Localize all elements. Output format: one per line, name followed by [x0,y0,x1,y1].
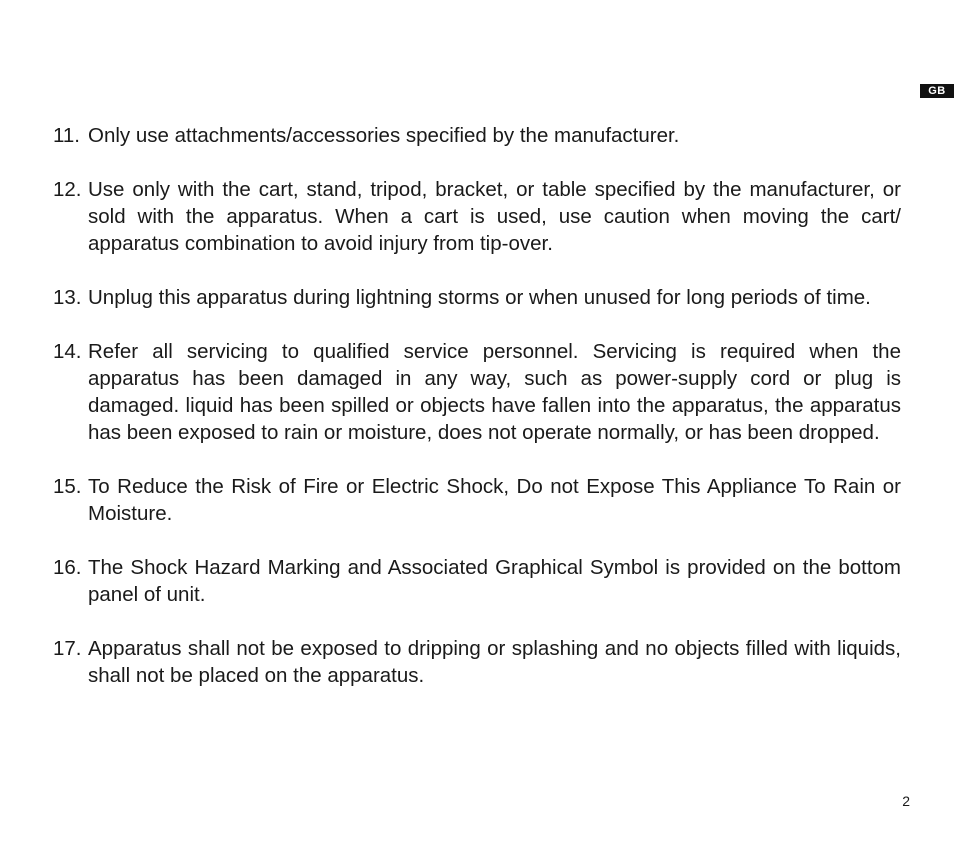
item-text: To Reduce the Risk of Fire or Electric Shock, Do not Expose This Appliance To Rain or Moisture. [88,475,901,525]
list-item [53,176,901,257]
item-text: Only use attachments/accessories specified by the manufacturer. [88,124,680,147]
list-item [53,554,901,608]
item-text: The Shock Hazard Marking and Associated Graphical Symbol is provided on the bottom panel of unit. [88,556,901,606]
language-badge: GB [920,84,954,98]
item-text: Use only with the cart, stand, tripod, bracket, or table specified by the manufacturer, or sold with the apparatus. When a cart is used, use caution when moving the cart/ apparatus combination to avoid injury from tip-over. [88,178,901,255]
item-number: 12. [53,178,82,201]
page-number: 2 [902,793,910,809]
item-number: 16. [53,556,82,579]
item-number: 17. [53,637,82,660]
item-text: Unplug this apparatus during lightning storms or when unused for long periods of time. [88,286,871,309]
list-item [53,122,901,149]
list-item [53,338,901,446]
item-number: 15. [53,475,82,498]
list-item [53,635,901,689]
list-item [53,473,901,527]
item-text: Apparatus shall not be exposed to dripping or splashing and no objects filled with liquids, shall not be placed on the apparatus. [88,637,901,687]
list-item [53,284,901,311]
item-number: 11. [53,124,80,147]
item-text: Refer all servicing to qualified service personnel. Servicing is required when the apparatus has been damaged in any way, such as power-supply cord or plug is damaged. liquid has been spilled or objects have fallen into the apparatus, the apparatus has been exposed to rain or moisture, does not operate normally, or has been dropped. [88,340,901,444]
item-number: 14. [53,340,82,363]
item-number: 13. [53,286,82,309]
safety-instructions-list [53,122,901,716]
